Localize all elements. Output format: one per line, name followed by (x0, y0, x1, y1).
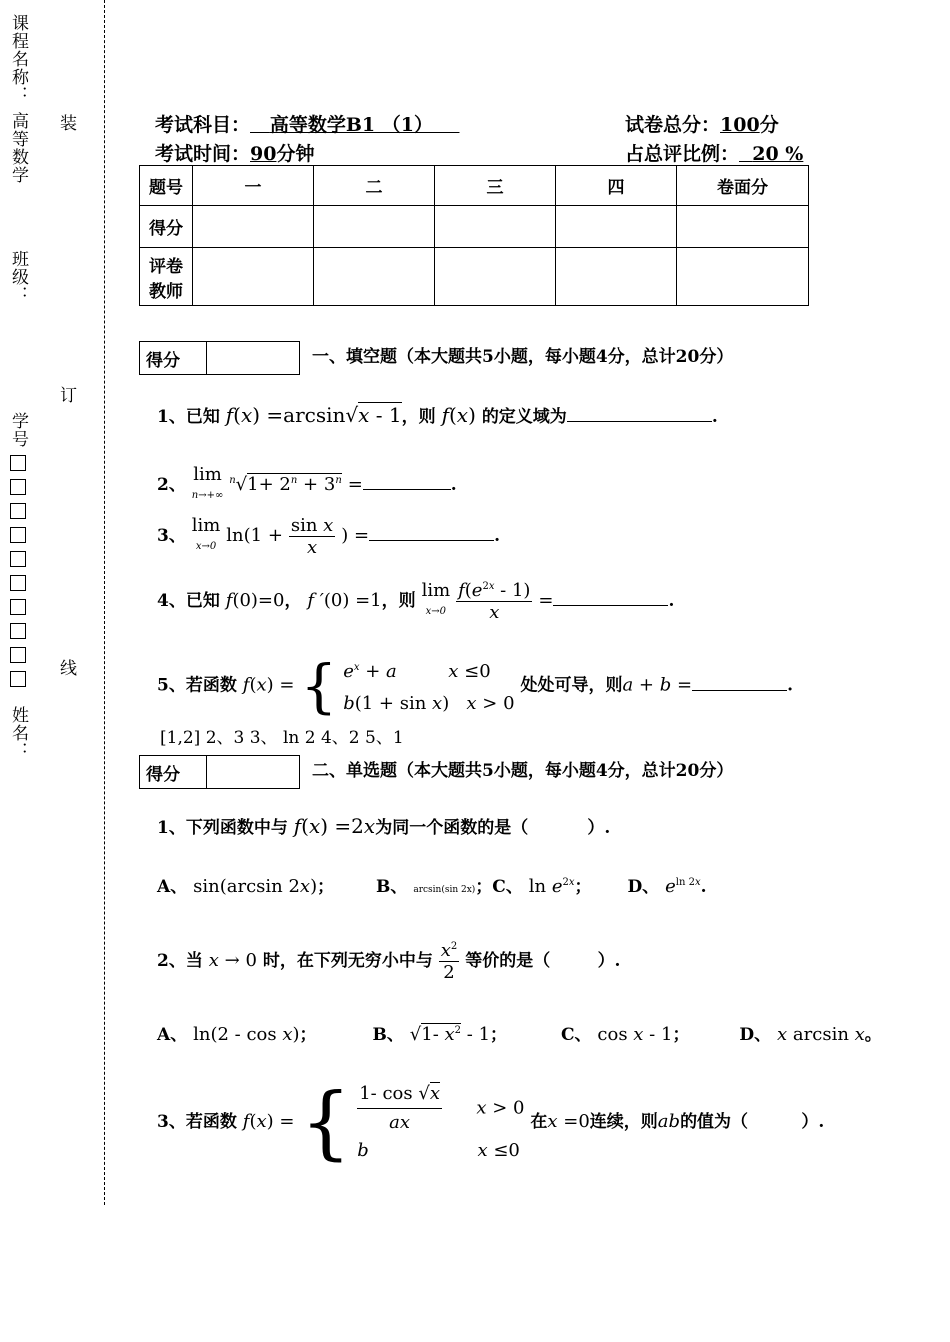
score-table (139, 165, 809, 306)
section1-score-label: 得分 (140, 342, 207, 375)
s2-q2: 2、当 x → 0 时，在下列无穷小中与 $\frac{x^2}{2}$ 等价的是（ ）. (157, 940, 621, 983)
score-cell[interactable] (677, 206, 809, 248)
section1-score-box (139, 341, 300, 375)
binding-mark-2: 订 (60, 386, 77, 406)
ratio-label: 占总评比例： (625, 143, 740, 165)
binding-mark-3: 线 (60, 659, 77, 679)
score-cell[interactable] (193, 206, 314, 248)
ratio-row (625, 139, 803, 166)
grader-cell[interactable] (193, 248, 314, 306)
s2-q1-options: A、 sin(arcsin 2x)； B、 arcsin(sin 2x)；C、 $\ln e^{2x}$； D、 $e^{ln 2x}$. (157, 876, 707, 897)
s2-q1-opt-c[interactable]: ；C、 (475, 877, 523, 897)
s1-answers: [1,2] 2、3 3、 ln 2 4、2 5、1 (160, 728, 404, 748)
s2-q2-options: A、 ln(2 - cos x)； B、 √1- $x^2 - 1$； C、 cos x - 1； D、 x arcsin x。 (157, 1024, 882, 1045)
th-3: 三 (435, 166, 556, 206)
subject-row (155, 110, 459, 137)
s2-q2-opt-b[interactable]: B、 (372, 1025, 404, 1045)
course-label: 课程名称： (8, 14, 28, 104)
total-unit: 分 (759, 114, 779, 136)
time-row (155, 139, 314, 166)
total-row (625, 110, 779, 137)
binding-line (104, 0, 105, 1205)
s2-q2-opt-a[interactable]: A、 (157, 1025, 188, 1045)
section2-score-label: 得分 (140, 756, 207, 789)
score-cell[interactable] (556, 206, 677, 248)
time-unit: 分钟 (276, 143, 315, 165)
s1-q3: 3、 lim x→0 ln(1 + $\frac{\text{sin x}}{x}$ ) = . (157, 515, 500, 558)
total-value: 100 (720, 114, 760, 136)
th-1: 一 (193, 166, 314, 206)
row-grader-label: 评卷 教师 (140, 248, 193, 306)
s2-q2-opt-c[interactable]: C、 (560, 1025, 592, 1045)
section2-score-box (139, 755, 300, 789)
s2-q1: 1、下列函数中与 f(x) =2x为同一个函数的是（ ）. (157, 814, 611, 838)
subject-label: 考试科目： (155, 114, 251, 136)
th-2: 二 (314, 166, 435, 206)
th-4: 四 (556, 166, 677, 206)
s2-q1-opt-b[interactable]: B、 (376, 877, 408, 897)
time-label: 考试时间： (155, 143, 251, 165)
grader-cell[interactable] (435, 248, 556, 306)
section2-score-input[interactable] (207, 756, 300, 789)
s2-q1-opt-a[interactable]: A、 (157, 877, 188, 897)
student-id-label: 学号 (8, 412, 28, 448)
section1-title: 一、填空题（本大题共5小题，每小题4分，总计20分） (312, 347, 734, 367)
score-cell[interactable] (314, 206, 435, 248)
section2-title: 二、单选题（本大题共5小题，每小题4分，总计20分） (312, 761, 734, 781)
total-label: 试卷总分： (625, 114, 721, 136)
grader-cell[interactable] (314, 248, 435, 306)
grader-cell[interactable] (677, 248, 809, 306)
s1-q2: 2、 lim n→+∞ $^n√1+ 2^n + 3^n$ = . (157, 464, 457, 501)
section1-score-input[interactable] (207, 342, 300, 375)
score-cell[interactable] (435, 206, 556, 248)
course-value: 高等数学 (8, 112, 28, 184)
name-label: 姓名： (8, 706, 28, 760)
binding-mark-1: 装 (60, 114, 77, 134)
s2-q3: 3、若函数 f(x) = { $\frac{1- \cos √x}{ax}$ x > 0 b x ≤0 在x =0连续，则ab的值为（ ）. (157, 1075, 825, 1169)
row-score-label: 得分 (140, 206, 193, 248)
th-num: 题号 (140, 166, 193, 206)
s1-q1: 1、已知 f(x) =arcsin√x - 1，则 f(x) 的定义域为 . (157, 403, 718, 427)
ratio-value: 20 % (752, 143, 804, 165)
class-label: 班级： (8, 250, 28, 304)
s2-q1-opt-d[interactable]: D、 (627, 877, 660, 897)
time-value: 90 (250, 143, 277, 165)
grader-cell[interactable] (556, 248, 677, 306)
s1-q4: 4、已知 f(0)=0， f ′(0) =1，则 lim x→0 $\frac{f(e^{2x} - 1)}{x}$ = . (157, 580, 675, 623)
subject-value: 高等数学B1 （1） (269, 114, 433, 136)
student-id-boxes[interactable] (10, 455, 26, 695)
s2-q2-opt-d[interactable]: D、 (739, 1025, 772, 1045)
th-total: 卷面分 (677, 166, 809, 206)
s1-q5: 5、若函数 f(x) = { $e^x + a$ x ≤0 b(1 + sin x) x > 0 处处可导，则a + b = . (157, 652, 793, 720)
